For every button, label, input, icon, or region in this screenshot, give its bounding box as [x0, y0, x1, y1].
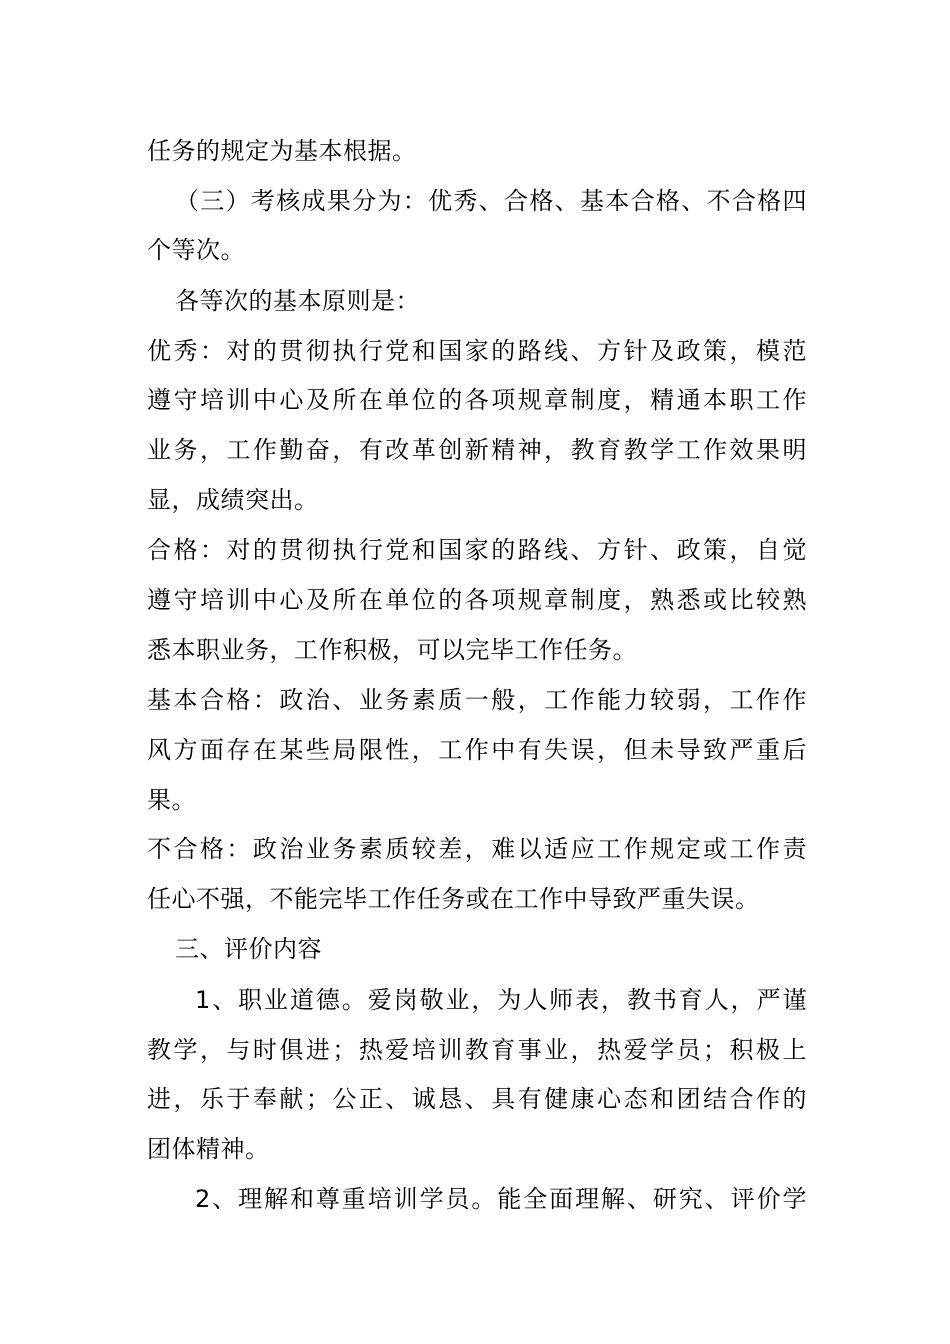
text-line: 教学，与时俱进；热爱培训教育事业，热爱学员；积极上: [147, 1036, 807, 1064]
text-line: 2、理解和尊重培训学员。能全面理解、研究、评价学: [195, 1185, 807, 1213]
text-line: 个等次。: [147, 236, 245, 264]
text-line: 不合格：政治业务素质较差，难以适应工作规定或工作责: [147, 835, 807, 863]
text-line: 基本合格：政治、业务素质一般，工作能力较弱，工作作: [147, 686, 807, 714]
text-line: 业务，工作勤奋，有改革创新精神，教育教学工作效果明: [147, 436, 807, 464]
text-line: 优秀：对的贯彻执行党和国家的路线、方针及政策，模范: [147, 337, 807, 365]
text-line: 风方面存在某些局限性，工作中有失误，但未导致严重后: [147, 736, 807, 764]
section-heading: 三、评价内容: [175, 935, 322, 963]
text-line: 各等次的基本原则是：: [175, 287, 420, 315]
text-line: 显，成绩突出。: [147, 486, 319, 514]
text-line: 果。: [147, 786, 196, 814]
text-line: 悉本职业务，工作积极，可以完毕工作任务。: [147, 636, 637, 664]
text-line: 遵守培训中心及所在单位的各项规章制度，熟悉或比较熟: [147, 586, 807, 614]
text-line: 1、职业道德。爱岗敬业，为人师表，教书育人，严谨: [195, 986, 807, 1014]
text-line: 任心不强，不能完毕工作任务或在工作中导致严重失误。: [147, 885, 760, 913]
text-line: （三）考核成果分为：优秀、合格、基本合格、不合格四: [175, 187, 807, 215]
text-line: 进，乐于奉献；公正、诚恳、具有健康心态和团结合作的: [147, 1085, 807, 1113]
text-line: 遵守培训中心及所在单位的各项规章制度，精通本职工作: [147, 386, 807, 414]
text-line: 任务的规定为基本根据。: [147, 137, 417, 165]
text-line: 团体精神。: [147, 1135, 270, 1163]
text-line: 合格：对的贯彻执行党和国家的路线、方针、政策，自觉: [147, 536, 807, 564]
